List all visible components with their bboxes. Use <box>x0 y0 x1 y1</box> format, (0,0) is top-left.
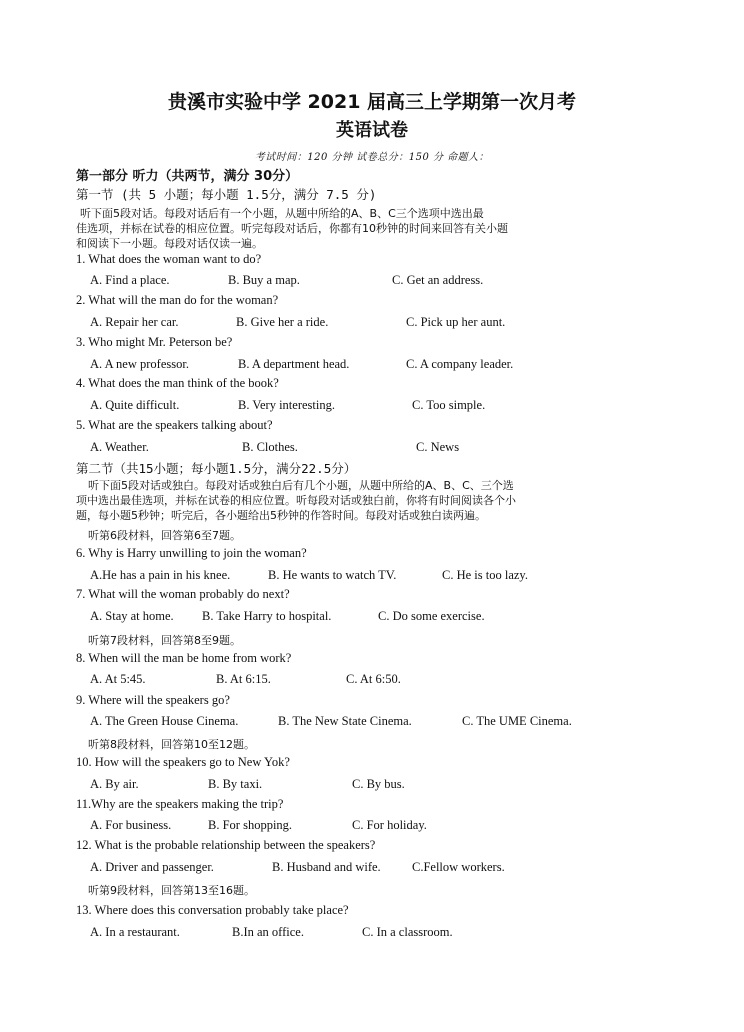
option-a: A.He has a pain in his knee. <box>90 568 231 582</box>
section-two-instruction: 听下面5段对话或独白。每段对话或独白后有几个小题，从题中所给的A、B、C、三个选 <box>88 479 514 492</box>
material-note: 听第8段材料，回答第10至12题。 <box>88 738 255 751</box>
question-6: 6. Why is Harry unwilling to join the woman? <box>76 546 307 560</box>
option-b: B. Husband and wife. <box>272 860 381 874</box>
option-b: B. At 6:15. <box>216 672 271 686</box>
option-c: C.Fellow workers. <box>412 860 505 874</box>
part-one-heading: 第一部分 听力（共两节，满分 30分） <box>76 169 299 184</box>
option-c: C. In a classroom. <box>362 925 453 939</box>
option-c: C. He is too lazy. <box>442 568 528 582</box>
section-one-instruction: 听下面5段对话。每段对话后有一个小题，从题中所给的A、B、C三个选项中选出最 <box>80 207 484 220</box>
material-note: 听第7段材料，回答第8至9题。 <box>88 634 241 647</box>
option-b: B.In an office. <box>232 925 304 939</box>
section-one-instruction: 和阅读下一小题。每段对话仅读一遍。 <box>76 237 263 250</box>
option-b: B. He wants to watch TV. <box>268 568 397 582</box>
question-9: 9. Where will the speakers go? <box>76 693 230 707</box>
option-b: B. Give her a ride. <box>236 315 329 329</box>
exam-info: 考试时间：120 分钟 试卷总分：150 分 命题人： <box>254 152 490 163</box>
question-11: 11.Why are the speakers making the trip? <box>76 797 284 811</box>
section-two-heading: 第二节（共15小题；每小题1.5分，满分22.5分） <box>76 461 357 476</box>
question-13: 13. Where does this conversation probably take place? <box>76 903 349 917</box>
option-a: A. A new professor. <box>90 357 189 371</box>
section-two-instruction: 项中选出最佳选项，并标在试卷的相应位置。听每段对话或独白前，你将有时间阅读各个小 <box>76 494 516 507</box>
option-b: B. For shopping. <box>208 818 293 832</box>
option-a: A. Repair her car. <box>90 315 179 329</box>
question-5: 5. What are the speakers talking about? <box>76 418 273 432</box>
option-a: A. Driver and passenger. <box>90 860 214 874</box>
question-12: 12. What is the probable relationship between the speakers? <box>76 838 376 852</box>
question-3: 3. Who might Mr. Peterson be? <box>76 335 233 349</box>
question-7: 7. What will the woman probably do next? <box>76 587 290 601</box>
option-c: C. For holiday. <box>352 818 427 832</box>
option-a: A. For business. <box>90 818 172 832</box>
option-c: C. A company leader. <box>406 357 514 371</box>
section-one-instruction: 佳选项，并标在试卷的相应位置。听完每段对话后，你都有10秒钟的时间来回答有关小题 <box>76 222 508 235</box>
option-b: B. Very interesting. <box>238 398 335 412</box>
exam-subtitle: 英语试卷 <box>336 120 408 141</box>
option-b: B. A department head. <box>238 357 350 371</box>
option-c: C. Do some exercise. <box>378 609 485 623</box>
option-b: B. Clothes. <box>242 440 298 454</box>
option-a: A. Quite difficult. <box>90 398 180 412</box>
question-2: 2. What will the man do for the woman? <box>76 293 279 307</box>
exam-title: 贵溪市实验中学 2021 届高三上学期第一次月考 <box>167 91 577 113</box>
section-one-heading: 第一节 (共 5 小题；每小题 1.5分，满分 7.5 分) <box>76 187 377 202</box>
option-a: A. At 5:45. <box>90 672 146 686</box>
material-note: 听第6段材料，回答第6至7题。 <box>88 529 241 542</box>
option-b: B. Take Harry to hospital. <box>202 609 332 623</box>
option-c: C. Pick up her aunt. <box>406 315 506 329</box>
option-b: B. By taxi. <box>208 777 263 791</box>
question-1: 1. What does the woman want to do? <box>76 252 262 266</box>
section-two-instruction: 题，每小题5秒钟；听完后，各小题给出5秒钟的作答时间。每段对话或独白读两遍。 <box>76 509 486 522</box>
option-c: C. Too simple. <box>412 398 486 412</box>
option-a: A. The Green House Cinema. <box>90 714 239 728</box>
option-a: A. Weather. <box>90 440 149 454</box>
option-b: B. The New State Cinema. <box>278 714 412 728</box>
option-c: C. The UME Cinema. <box>462 714 572 728</box>
option-a: A. By air. <box>90 777 139 791</box>
question-8: 8. When will the man be home from work? <box>76 651 292 665</box>
option-c: C. Get an address. <box>392 273 484 287</box>
question-10: 10. How will the speakers go to New Yok? <box>76 755 290 769</box>
material-note: 听第9段材料，回答第13至16题。 <box>88 884 255 897</box>
option-a: A. In a restaurant. <box>90 925 180 939</box>
option-a: A. Find a place. <box>90 273 170 287</box>
option-c: C. At 6:50. <box>346 672 401 686</box>
option-b: B. Buy a map. <box>228 273 300 287</box>
option-c: C. By bus. <box>352 777 405 791</box>
option-c: C. News <box>416 440 460 454</box>
question-4: 4. What does the man think of the book? <box>76 376 279 390</box>
option-a: A. Stay at home. <box>90 609 174 623</box>
